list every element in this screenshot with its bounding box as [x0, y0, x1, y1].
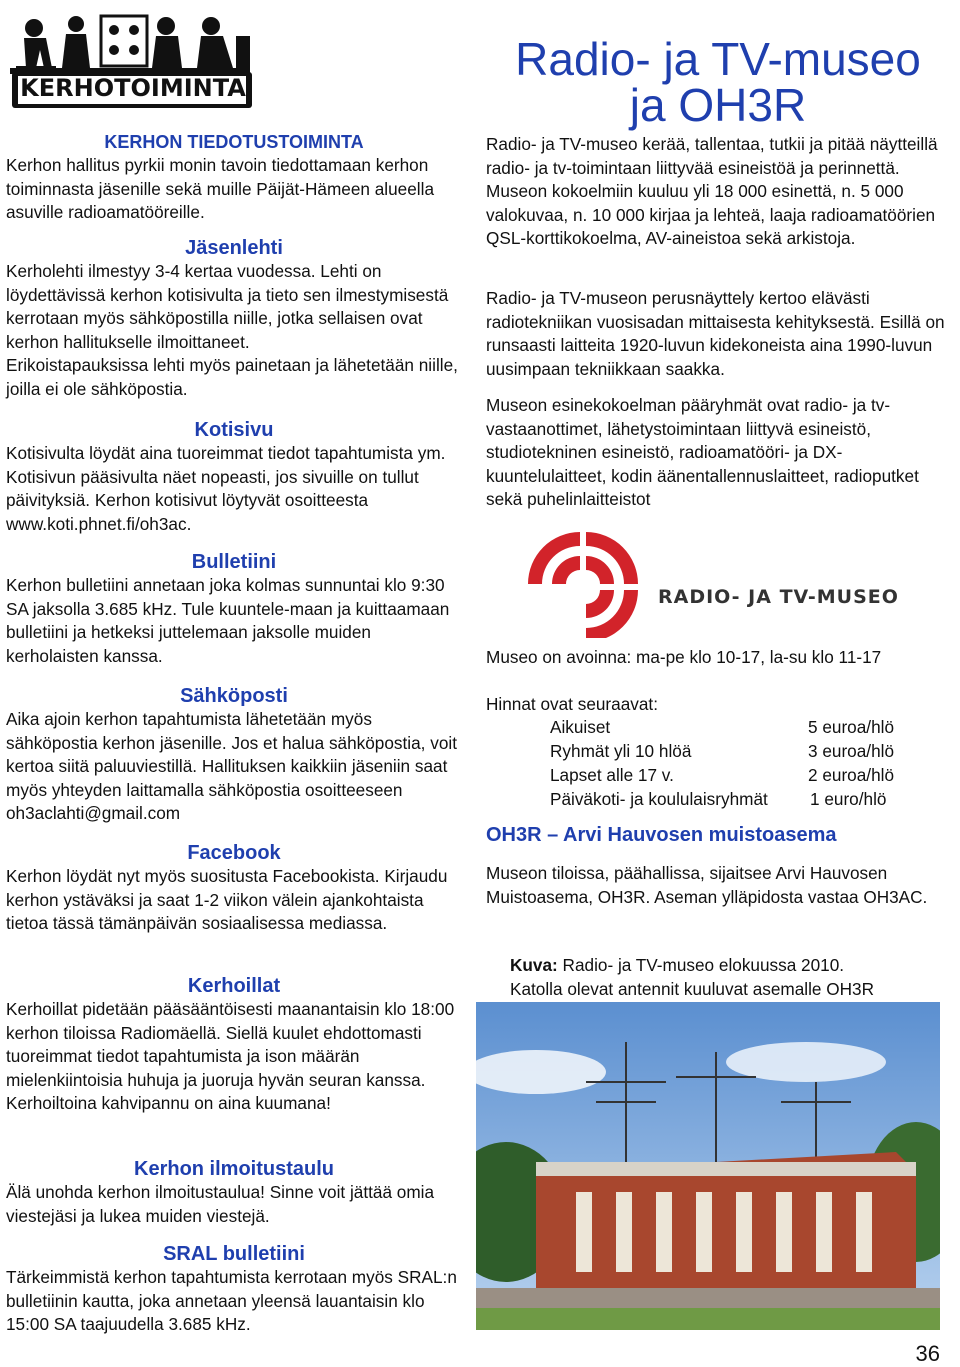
section-heading: KERHON TIEDOTUSTOIMINTA	[104, 132, 364, 152]
price-value: 5 euroa/hlö	[808, 717, 895, 737]
section-text: Erikoistapauksissa lehti myös painetaan ja lähetetään niille, joilla ei ole sähköpostia.	[6, 355, 458, 399]
price-value: 2 euroa/hlö	[808, 765, 895, 785]
section-kerhoillat	[6, 974, 462, 1116]
section-text: Tärkeimmistä kerhon tapahtumista kerrotaan myös SRAL:n bulletiinin kautta, joka annetaan yleensä lauantaisin klo 15:00 SA taajuudella 3.685 kHz.	[6, 1267, 457, 1334]
kerhotoiminta-logo	[6, 6, 256, 116]
section-text: Kerhoillat pidetään pääsääntöisesti maanantaisin klo 18:00 kerhon tiloissa Radiomäellä. Siellä kuulet ehdottomasti tuoreimmat tiedot tapahtumista ja ison määrän mielenkiintoisia huhuja ja juoruja hyvän seuran kanssa. Kerhoiltoina kahvipannu on aina kuumana!	[6, 999, 455, 1113]
section-heading: Jäsenlehti	[185, 237, 283, 259]
museum-groups: Museon esinekokoelman pääryhmät ovat radio- ja tv-vastaanottimet, lähetystoimintaan liittyvä esineistö, studiotekninen esineistö, radioamatööri- ja DX-kuuntelulaitteet, kodin äänentallennuslaitteet, radioputket sekä puhelinlaitteistot	[486, 395, 919, 509]
section-jasenlehti	[6, 236, 462, 401]
museum-building-image	[476, 1002, 940, 1330]
station-heading: OH3R – Arvi Hauvosen muistoasema	[486, 824, 837, 846]
section-text: Aika ajoin kerhon tapahtumista lähetetään myös sähköpostia kerhon jäsenille. Jos et halua sähköpostia, voit kertoa siitä paluuviestillä. Hallituksen kaikkiin jäseniin saat myös yhteyden laittamalla sähköpostia osoitteeseen oh3aclahti@gmail.com	[6, 709, 457, 823]
museum-intro: Radio- ja TV-museo kerää, tallentaa, tutkii ja pitää näytteillä radio- ja tv-toimintaan liittyvää esineistöä ja perinnettä. Museon kokoelmiin kuuluu yli 18 000 esinettä, n. 5 000 valokuvaa, n. 10 000 kirjaa ja lehteä, laaja radioamatöörien QSL-korttikokoelma, AV-aineistoa sekä arkistoja.	[486, 134, 938, 248]
prices-title: Hinnat ovat seuraavat:	[486, 694, 658, 714]
section-kotisivu	[6, 418, 462, 536]
section-heading: Kerhoillat	[187, 975, 281, 997]
title-line-2: ja OH3R	[629, 79, 807, 131]
section-text: Kotisivulta löydät aina tuoreimmat tiedot tapahtumista ym. Kotisivun pääsivulta näet nopeasti, jos sivuille on tullut päivityksiä. Kerhon kotisivut löytyvät osoitteesta www.koti.phnet.fi/oh3ac.	[6, 443, 446, 534]
photo-caption	[510, 954, 950, 1001]
price-table	[486, 716, 950, 816]
price-label: Aikuiset	[550, 717, 611, 737]
section-heading: SRAL bulletiini	[163, 1243, 305, 1265]
section-bulletiini	[6, 550, 462, 668]
section-text: Kerhon bulletiini annetaan joka kolmas sunnuntai klo 9:30 SA jaksolla 3.685 kHz. Tule kuuntele-maan ja kuittaamaan bulletiini ja hetkeksi juttelemaan jaksolle muiden kerholaisten kanssa.	[6, 575, 450, 666]
price-value: 1 euro/hlö	[810, 789, 887, 809]
section-sral-bulletiini	[6, 1242, 462, 1337]
caption-text: Radio- ja TV-museo elokuussa 2010.	[557, 955, 845, 975]
section-heading: Kotisivu	[194, 419, 274, 441]
caption-text-2: Katolla olevat antennit kuuluvat asemalle OH3R	[510, 978, 875, 999]
right-column	[486, 0, 950, 1366]
station-text: Museon tiloissa, päähallissa, sijaitsee Arvi Hauvosen Muistoasema, OH3R. Aseman ylläpidosta vastaa OH3AC.	[486, 863, 928, 907]
section-heading: Bulletiini	[191, 551, 277, 573]
price-label: Lapset alle 17 v.	[550, 765, 674, 785]
page-number: 36	[915, 1341, 940, 1366]
caption-label: Kuva:	[510, 955, 558, 975]
section-heading: Facebook	[187, 842, 281, 864]
logo-text: KERHOTOIMINTA	[20, 74, 246, 102]
section-heading: Kerhon ilmoitustaulu	[134, 1158, 334, 1180]
section-heading: Sähköposti	[180, 685, 288, 707]
title-line-1: Radio- ja TV-museo	[515, 33, 921, 85]
section-facebook	[6, 841, 462, 936]
museum-logo-mark	[526, 528, 656, 638]
section-sahkoposti	[6, 684, 462, 826]
section-text: Älä unohda kerhon ilmoitustaulua! Sinne voit jättää omia viestejäsi ja lukea muiden viestejä.	[6, 1182, 435, 1226]
section-ilmoitustaulu	[6, 1157, 462, 1228]
section-text: Kerholehti ilmestyy 3-4 kertaa vuodessa. Lehti on löydettävissä kerhon kotisivulta ja tieto sen ilmestymisestä kerrotaan myös sähköpostilla niille, jotka sellaisen ovat kerhon hallitukselle ilmoittaneet.	[6, 261, 449, 352]
radio-tv-museo-logo	[526, 528, 906, 638]
opening-hours: Museo on avoinna: ma-pe klo 10-17, la-su klo 11-17	[486, 647, 882, 667]
price-label: Päiväkoti- ja koululaisryhmät	[550, 789, 768, 809]
museum-logo-text: RADIO- JA TV-MUSEO	[658, 586, 899, 608]
section-tiedotustoiminta	[6, 130, 462, 225]
museum-exhibit: Radio- ja TV-museon perusnäyttely kertoo elävästi radiotekniikan vuosisadan mittaisesta kehityksestä. Esillä on runsaasti laitteita 1920-luvun kidekoneista aina 1990-luvun uusimpaan tekniikkaan saakka.	[486, 288, 945, 379]
museum-photo	[476, 1002, 940, 1330]
section-text: Kerhon löydät nyt myös suositusta Facebookista. Kirjaudu kerhon ystäväksi ja saat 1-2 viikon välein ajankohtaista tietoa tässä tämänpäivän sosiaalisessa mediassa.	[6, 866, 448, 933]
page-title	[486, 33, 950, 131]
section-text: Kerhon hallitus pyrkii monin tavoin tiedottamaan kerhon toiminnasta jäsenille sekä muille Päijät-Hämeen alueella asuville radioamatööreille.	[6, 155, 435, 222]
price-label: Ryhmät yli 10 hlöä	[550, 741, 692, 761]
price-value: 3 euroa/hlö	[808, 741, 895, 761]
